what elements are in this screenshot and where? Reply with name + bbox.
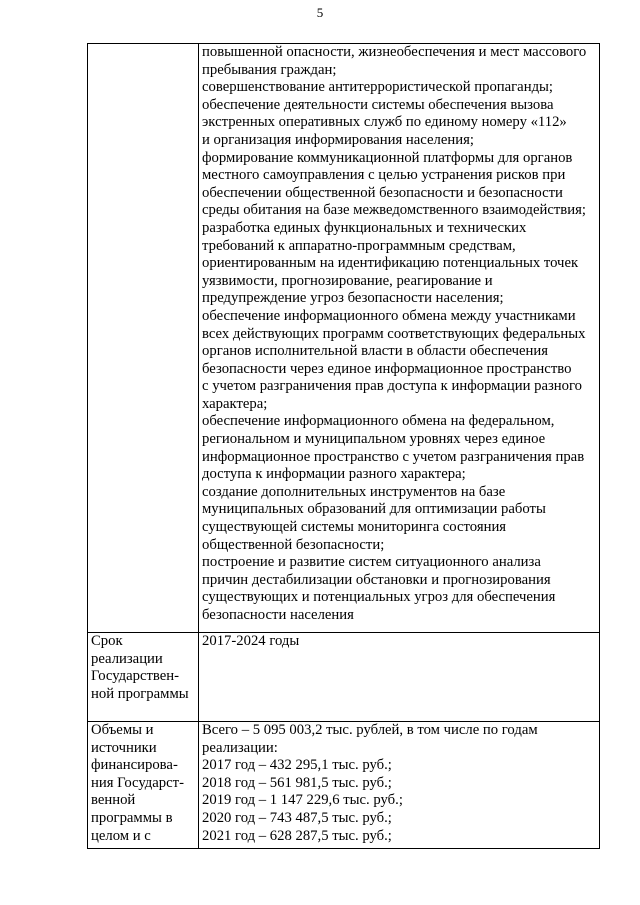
text-line: обеспечение информационного обмена между участниками	[202, 307, 576, 324]
text-line: существующих и потенциальных угроз для обеспечения	[202, 589, 556, 606]
text-line: информационное пространство с учетом разграничения прав	[202, 448, 585, 465]
text-line: 2021 год – 628 287,5 тыс. руб.;	[202, 827, 392, 844]
label-line: Срок	[91, 633, 123, 649]
page-number: 5	[316, 5, 324, 20]
text-line: обеспечении общественной безопасности и безопасности	[202, 184, 563, 201]
text-line: местного самоуправления с целью устранения рисков при	[202, 167, 566, 184]
label-line: программы в	[91, 809, 173, 826]
text-line: характера;	[202, 395, 268, 412]
passport-table	[87, 43, 600, 849]
text-line: безопасности через единое информационное пространство	[202, 360, 572, 377]
text-line: 2017-2024 годы	[202, 633, 300, 649]
row-content-cell	[199, 633, 600, 722]
row-label-cell	[88, 44, 199, 633]
table-row	[88, 44, 600, 633]
text-line: среды обитания на базе межведомственного взаимодействия;	[202, 202, 586, 219]
text-line: предупреждение угроз безопасности населения;	[202, 290, 504, 307]
text-line: построение и развитие систем ситуационного анализа	[202, 554, 541, 571]
label-line: финансирова-	[91, 757, 178, 774]
row-content-cell	[199, 44, 600, 633]
text-line: повышенной опасности, жизнеобеспечения и мест массового	[202, 44, 587, 60]
label-line: ной программы	[91, 685, 189, 702]
text-line: 2019 год – 1 147 229,6 тыс. руб.;	[202, 792, 403, 809]
label-line: источники	[91, 739, 157, 756]
text-line: органов исполнительной власти в области обеспечения	[202, 343, 549, 360]
text-line: 2018 год – 561 981,5 тыс. руб.;	[202, 774, 392, 791]
text-line: 2020 год – 743 487,5 тыс. руб.;	[202, 809, 392, 826]
text-line: уязвимости, прогнозирование, реагирование и	[202, 272, 493, 289]
text-line: совершенствование антитеррористической пропаганды;	[202, 79, 553, 96]
text-line: формирование коммуникационной платформы для органов	[202, 149, 573, 166]
text-line: обеспечение деятельности системы обеспечения вызова	[202, 96, 554, 113]
label-line: Объемы и	[91, 722, 154, 738]
text-line: общественной безопасности;	[202, 536, 385, 553]
label-line: целом и с	[91, 827, 151, 844]
label-line: ния Государст-	[91, 774, 184, 791]
text-line: создание дополнительных инструментов на базе	[202, 483, 506, 500]
text-line: 2017 год – 432 295,1 тыс. руб.;	[202, 757, 392, 774]
label-line: реализации	[91, 650, 163, 667]
text-line: доступа к информации разного характера;	[202, 466, 466, 483]
text-line: ориентированным на идентификацию потенциальных точек	[202, 255, 579, 272]
text-line: и организация информирования населения;	[202, 131, 474, 148]
label-line: венной	[91, 792, 136, 809]
text-line: безопасности населения	[202, 607, 354, 623]
text-line: экстренных оперативных служб по единому номеру «112»	[202, 114, 567, 131]
text-line: обеспечение информационного обмена на федеральном,	[202, 413, 555, 430]
label-line: Государствен-	[91, 668, 180, 685]
text-line: существующей системы мониторинга состояния	[202, 519, 507, 536]
table-row	[88, 722, 600, 849]
table-row	[88, 633, 600, 722]
text-line: всех действующих программ соответствующих федеральных	[202, 325, 586, 342]
text-line: причин дестабилизации обстановки и прогнозирования	[202, 571, 551, 588]
row-label-cell	[88, 722, 199, 849]
text-line: региональном и муниципальном уровнях через единое	[202, 431, 546, 448]
row-label-cell	[88, 633, 199, 722]
row-content-cell	[199, 722, 600, 849]
text-line: Всего – 5 095 003,2 тыс. рублей, в том числе по годам	[202, 722, 538, 738]
text-line: с учетом разграничения прав доступа к информации разного	[202, 378, 583, 395]
text-line: муниципальных образований для оптимизации работы	[202, 501, 546, 518]
text-line: реализации:	[202, 739, 278, 756]
text-line: разработка единых функциональных и технических	[202, 219, 527, 236]
text-line: требований к аппаратно-программным средствам,	[202, 237, 516, 254]
text-line: пребывания граждан;	[202, 61, 337, 78]
